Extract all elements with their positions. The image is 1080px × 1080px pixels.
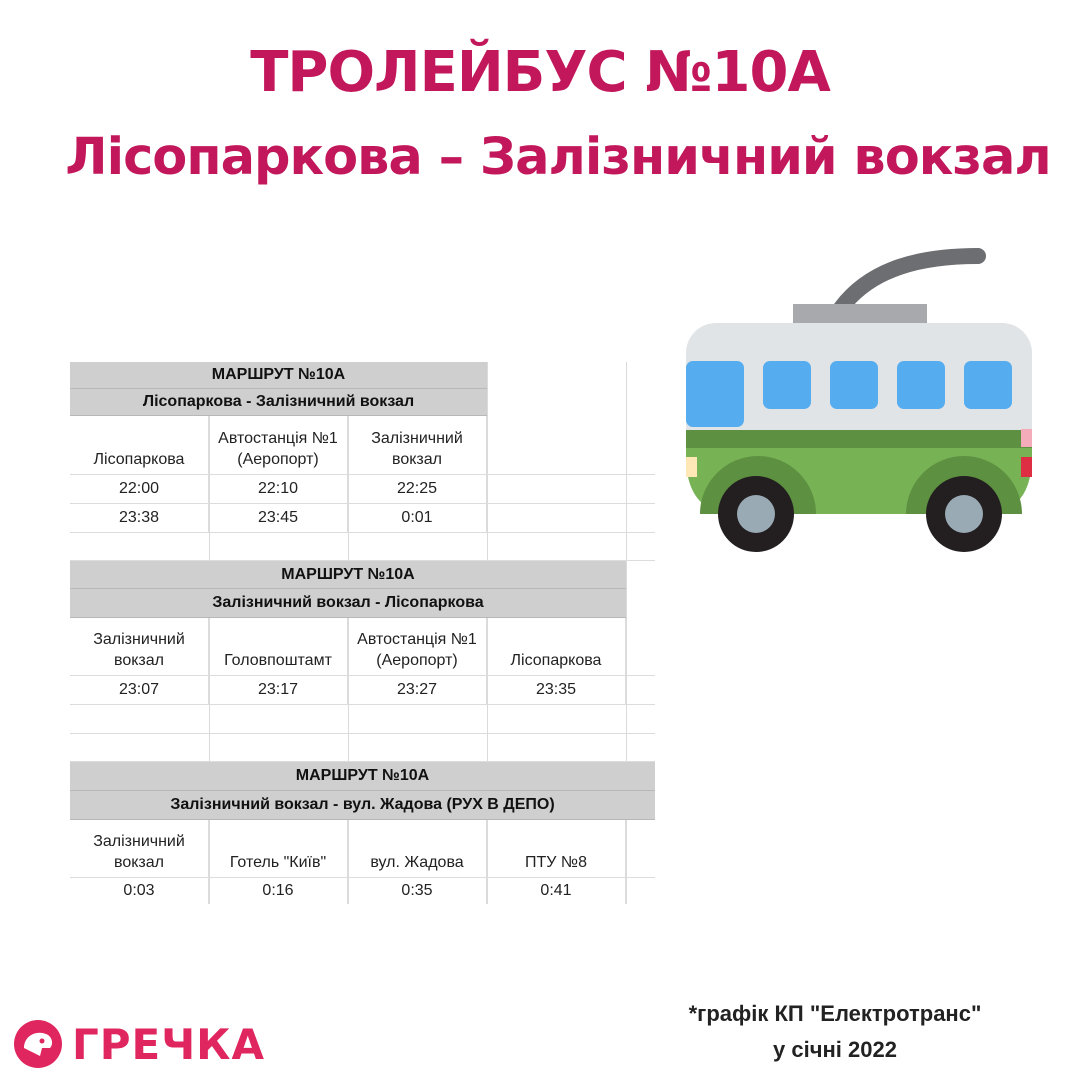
time-cell: 22:00 [70,475,209,503]
time-cell: 23:38 [70,504,209,532]
stop-name: Залізничний вокзал [70,618,209,675]
empty-row [70,533,655,561]
time-cell: 0:01 [348,504,487,532]
logo-mark-icon [12,1018,64,1070]
table-row [70,878,655,904]
page-title: ТРОЛЕЙБУС №10А [250,40,830,105]
route-label: МАРШРУТ №10А [70,561,626,589]
schedule-source-note [620,996,1050,1068]
time-cell: 22:25 [348,475,487,503]
time-cell: 0:16 [209,878,348,904]
time-cell: 23:45 [209,504,348,532]
logo-text: ГРЕЧКА [72,1019,266,1069]
stop-name: ПТУ №8 [487,820,626,877]
brand-logo [12,1018,265,1070]
trolleybus-icon [686,246,1036,556]
table-row [70,504,655,533]
direction-label: Залізничний вокзал - вул. Жадова (РУХ В ДЕПО) [70,791,655,820]
time-cell: 23:35 [487,676,626,704]
time-cell: 0:35 [348,878,487,904]
note-line: *графік КП "Електротранс" [688,1001,982,1026]
stops-header-row [70,618,655,676]
empty-row [70,734,655,762]
stops-header-row [70,820,655,878]
stop-name: Лісопаркова [70,416,209,474]
stop-name: Лісопаркова [487,618,626,675]
stop-name: Готель "Київ" [209,820,348,877]
table-row [70,676,655,705]
time-cell: 0:03 [70,878,209,904]
table-row [70,475,655,504]
schedule-table [70,362,655,904]
route-subtitle: Лісопаркова – Залізничний вокзал [65,128,1051,187]
stop-name: Залізничний вокзал [70,820,209,877]
stop-name: Автостанція №1 (Аеропорт) [348,618,487,675]
stops-header-row [70,416,655,475]
direction-label: Лісопаркова - Залізничний вокзал [70,389,487,416]
stop-name: вул. Жадова [348,820,487,877]
stop-name: Головпоштамт [209,618,348,675]
stop-name: Автостанція №1 (Аеропорт) [209,416,348,474]
time-cell: 23:07 [70,676,209,704]
note-line: у січні 2022 [773,1037,897,1062]
time-cell: 23:17 [209,676,348,704]
time-cell: 22:10 [209,475,348,503]
route-label: МАРШРУТ №10А [70,762,655,791]
time-cell: 23:27 [348,676,487,704]
time-cell: 0:41 [487,878,626,904]
direction-label: Залізничний вокзал - Лісопаркова [70,589,626,618]
empty-row [70,705,655,734]
route-label: МАРШРУТ №10А [70,362,487,389]
stop-name: Залізничний вокзал [348,416,487,474]
